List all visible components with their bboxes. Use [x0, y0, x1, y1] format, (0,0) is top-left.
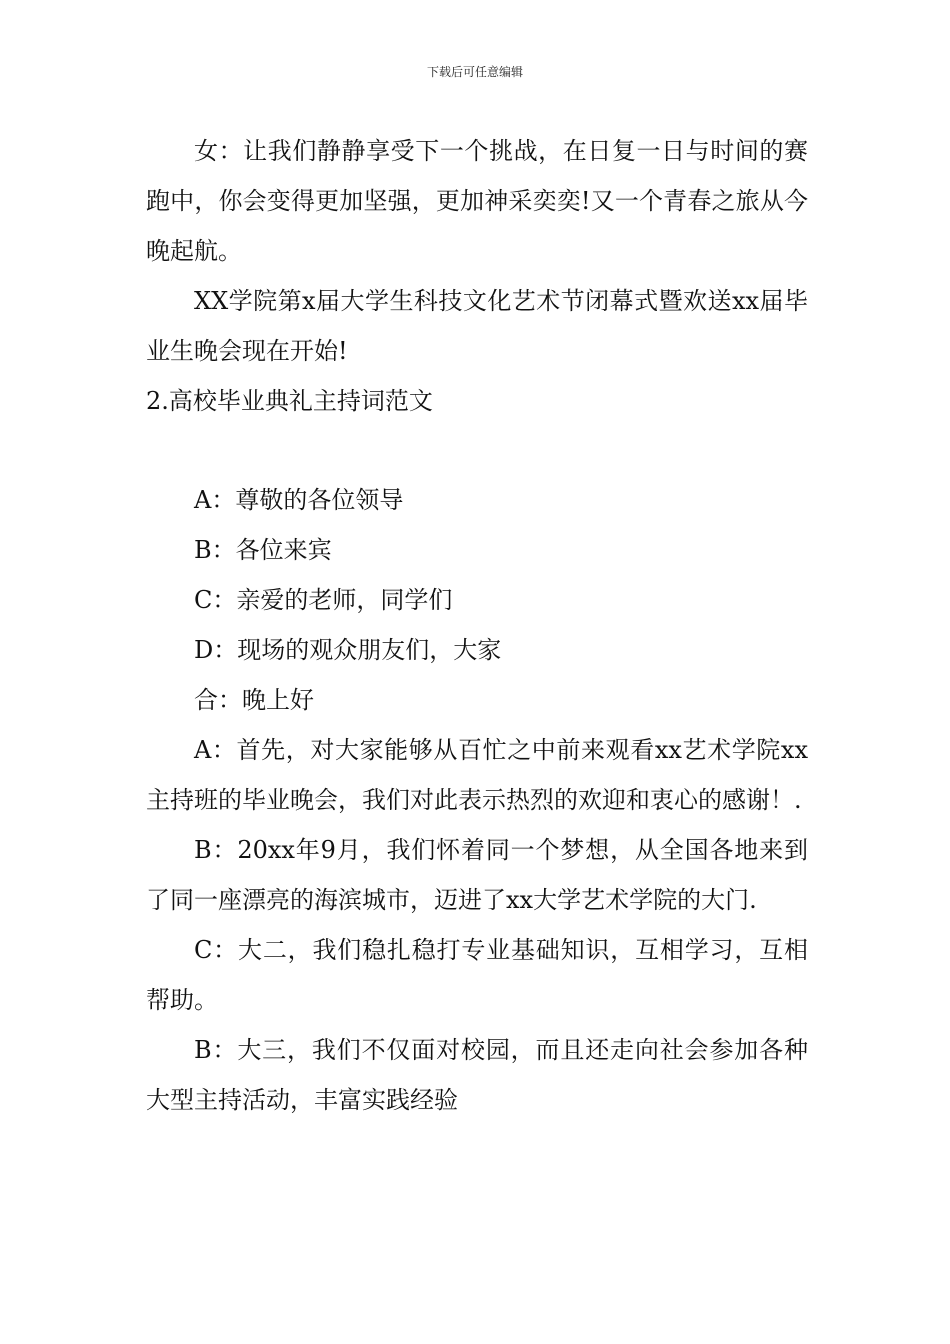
paragraph-line: A：首先，对大家能够从百忙之中前来观看xx艺术学院xx主持班的毕业晚会，我们对此表示热烈的欢迎和衷心的感谢！.	[146, 736, 808, 814]
paragraph-line: D：现场的观众朋友们，大家	[194, 636, 502, 664]
blank-line	[146, 426, 808, 475]
paragraph-line: C：亲爱的老师，同学们	[194, 586, 453, 614]
document-body	[146, 126, 808, 1125]
page-header-note: 下载后可任意编辑	[426, 65, 523, 79]
section-heading: 2.高校毕业典礼主持词范文	[146, 387, 433, 415]
paragraph-line: A：尊敬的各位领导	[194, 486, 404, 514]
paragraph-line: C：大二，我们稳扎稳打专业基础知识，互相学习，互相帮助。	[146, 936, 808, 1014]
paragraph-opening: 女：让我们静静享受下一个挑战，在日复一日与时间的赛跑中，你会变得更加坚强，更加神采奕奕!又一个青春之旅从今晚起航。	[146, 137, 808, 265]
paragraph-line: B：大三，我们不仅面对校园，而且还走向社会参加各种大型主持活动，丰富实践经验	[146, 1036, 808, 1114]
paragraph-announcement: XX学院第x届大学生科技文化艺术节闭幕式暨欢送xx届毕业生晚会现在开始!	[146, 287, 808, 365]
paragraph-line: B：各位来宾	[194, 536, 332, 564]
paragraph-line: 合：晚上好	[194, 686, 314, 714]
paragraph-line: B：20xx年9月，我们怀着同一个梦想，从全国各地来到了同一座漂亮的海滨城市，迈进了xx大学艺术学院的大门.	[146, 836, 808, 914]
